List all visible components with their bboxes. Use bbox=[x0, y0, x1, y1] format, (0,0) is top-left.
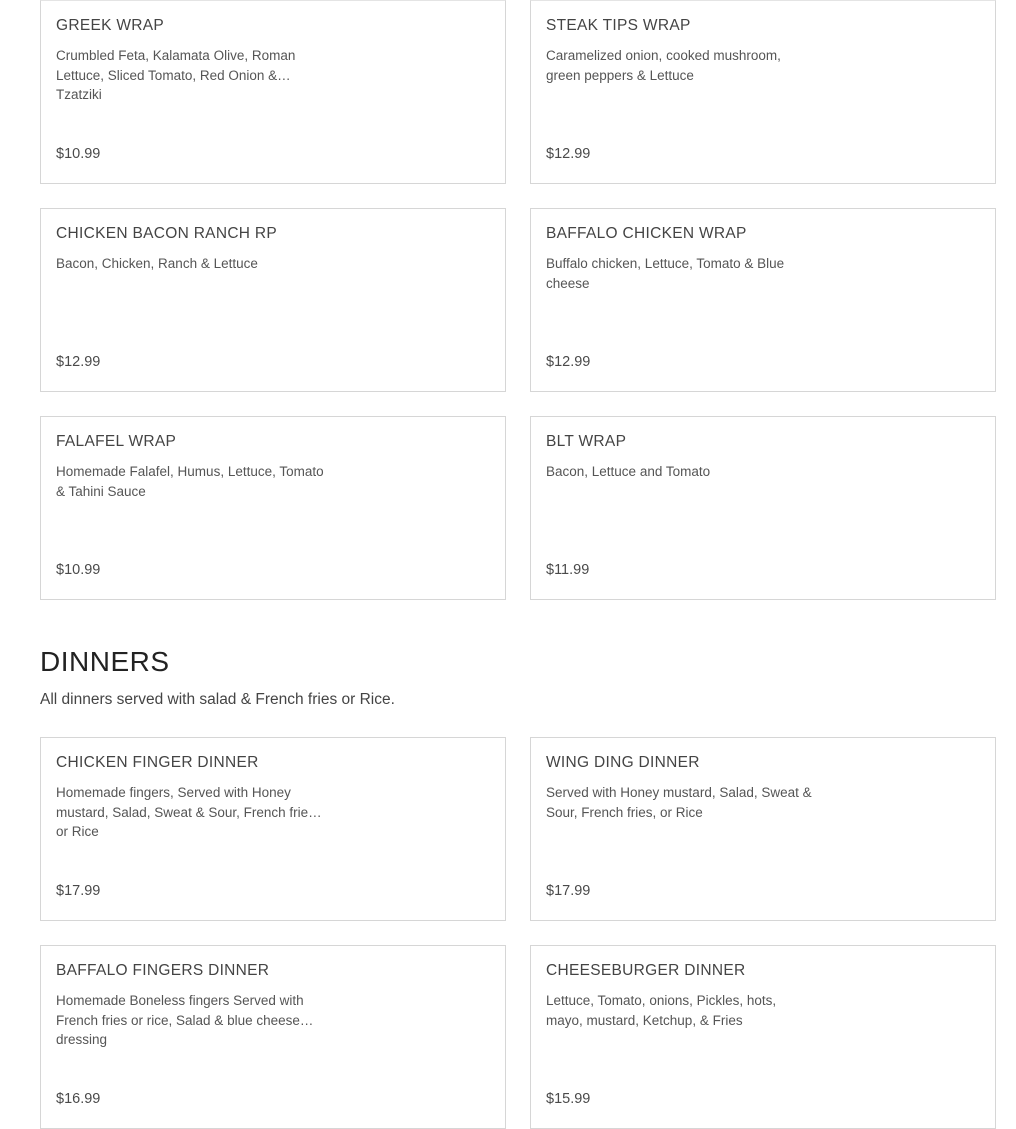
menu-item-description: Lettuce, Tomato, onions, Pickles, hots, mayo, mustard, Ketchup, & Fries bbox=[546, 993, 777, 1028]
menu-item-card-greek-wrap[interactable] bbox=[40, 0, 506, 184]
menu-item-description: Crumbled Feta, Kalamata Olive, Roman Lettuce, Sliced Tomato, Red Onion & Tzatziki bbox=[56, 48, 296, 102]
menu-item-name: BAFFALO FINGERS DINNER bbox=[56, 962, 270, 979]
menu-item-card-chicken-finger-dinner[interactable] bbox=[40, 737, 506, 921]
menu-item-price: $17.99 bbox=[546, 883, 591, 899]
menu-item-description: Homemade Boneless fingers Served with French fries or rice, Salad & blue cheese dressing bbox=[56, 993, 304, 1047]
section-subtitle-dinners: All dinners served with salad & French fries or Rice. bbox=[40, 691, 395, 708]
dinners-menu-grid bbox=[40, 737, 996, 1129]
menu-item-price: $12.99 bbox=[56, 354, 101, 370]
menu-item-price: $12.99 bbox=[546, 146, 591, 162]
menu-item-description: Caramelized onion, cooked mushroom, green peppers & Lettuce bbox=[546, 48, 781, 83]
menu-item-price: $15.99 bbox=[546, 1091, 591, 1107]
menu-item-description: Bacon, Lettuce and Tomato bbox=[546, 464, 711, 479]
menu-item-name: FALAFEL WRAP bbox=[56, 433, 177, 450]
menu-item-name: BAFFALO CHICKEN WRAP bbox=[546, 225, 747, 242]
menu-item-price: $10.99 bbox=[56, 562, 101, 578]
menu-item-description: Bacon, Chicken, Ranch & Lettuce bbox=[56, 256, 258, 271]
menu-item-price: $12.99 bbox=[546, 354, 591, 370]
menu-item-description: Homemade Falafel, Humus, Lettuce, Tomato & Tahini Sauce bbox=[56, 464, 324, 499]
menu-item-description: Served with Honey mustard, Salad, Sweat & Sour, French fries, or Rice bbox=[546, 785, 812, 820]
menu-item-price: $10.99 bbox=[56, 146, 101, 162]
wraps-menu-grid bbox=[40, 0, 996, 600]
menu-item-price: $11.99 bbox=[546, 562, 590, 578]
menu-item-name: WING DING DINNER bbox=[546, 754, 700, 771]
menu-item-card-steak-tips-wrap[interactable] bbox=[530, 0, 996, 184]
menu-item-card-wing-ding-dinner[interactable] bbox=[530, 737, 996, 921]
menu-item-card-falafel-wrap[interactable] bbox=[40, 416, 506, 600]
menu-item-name: BLT WRAP bbox=[546, 433, 627, 450]
menu-item-name: CHICKEN BACON RANCH RP bbox=[56, 225, 278, 242]
menu-item-name: CHICKEN FINGER DINNER bbox=[56, 754, 259, 771]
menu-item-name: CHEESEBURGER DINNER bbox=[546, 962, 746, 979]
menu-item-card-chicken-bacon-ranch-rp[interactable] bbox=[40, 208, 506, 392]
menu-item-card-baffalo-chicken-wrap[interactable] bbox=[530, 208, 996, 392]
menu-item-price: $17.99 bbox=[56, 883, 101, 899]
menu-item-description: Homemade fingers, Served with Honey mustard, Salad, Sweat & Sour, French fries, or Rice bbox=[56, 785, 319, 839]
menu-item-price: $16.99 bbox=[56, 1091, 101, 1107]
section-title-dinners: DINNERS bbox=[40, 646, 170, 677]
menu-item-description: Buffalo chicken, Lettuce, Tomato & Blue cheese bbox=[546, 256, 785, 291]
menu-item-name: GREEK WRAP bbox=[56, 17, 165, 34]
menu-item-name: STEAK TIPS WRAP bbox=[546, 17, 691, 34]
menu-item-card-blt-wrap[interactable] bbox=[530, 416, 996, 600]
menu-item-card-baffalo-fingers-dinner[interactable] bbox=[40, 945, 506, 1129]
menu-item-card-cheeseburger-dinner[interactable] bbox=[530, 945, 996, 1129]
